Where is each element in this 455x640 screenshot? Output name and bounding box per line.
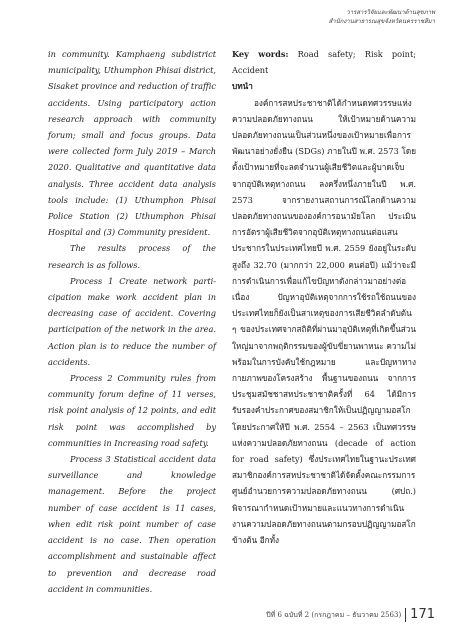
keywords-label: Key words: [232, 49, 289, 59]
journal-publisher: สำนักงานสาธารณสุขจังหวัดนครราชสีมา [328, 18, 435, 25]
section-title: บทนำ [232, 81, 253, 92]
issue-info: ปีที่ 6 ฉบับที่ 2 (กรกฎาคม – ธันวาคม 2563) [266, 610, 402, 619]
abstract-paragraph-5: Process 3 Statistical accident data surveillance and knowledge management. Before the project number of case accident is 11 cases, when edit risk point number of case accident is no case. Then operation accomplishment and sustainable affect to prevention and decrease road accident in communities. [48, 454, 216, 594]
page-number: 171 [405, 608, 435, 622]
abstract-paragraph-1: in community. Kamphaeng subdistrict municipality, Uthumphon Phisai district, Sisaket province and reduction of traffic accidents. Using participatory action research approach with community forum; small and focus groups. Data were collected form July 2019 – March 2020. Qualitative and quantitative data analysis. Three accident data analysis tools include: (1) Uthumphon Phisai Police Station (2) Uthumphon Phisai Hospital and (3) Community president. [48, 49, 216, 238]
page-footer [266, 608, 435, 622]
intro-paragraph: องค์การสหประชาชาติได้กำหนดทศวรรษแห่งความปลอดภัยทางถนน ให้เป้าหมายด้านความปลอดภัยทางถนนเป็นส่วนหนึ่งของเป้าหมายเพื่อการพัฒนาอย่างยั่งยืน (SDGs) ภายในปี พ.ศ. 2573 โดยตั้งเป้าหมายที่จะลดจำนวนผู้เสียชีวิตและผู้บาดเจ็บจากอุบัติเหตุทางถนน ลงครึ่งหนึ่งภายในปี พ.ศ. 2573 จากรายงานสถานการณ์โลกด้านความปลอดภัยทางถนนขององค์การอนามัยโลก ประเมินการอัตราผู้เสียชีวิตจากอุบัติเหตุทางถนนต่อแสนประชากรในประเทศไทยปี พ.ศ. 2559 ยังอยู่ในระดับสูงถึง 32.70 (มากกว่า 22,000 คนต่อปี) แม้ว่าจะมีการดำเนินการเพื่อแก้ไขปัญหาดังกล่าวมาอย่างต่อเนื่อง ปัญหาอุบัติเหตุจากการใช้รถใช้ถนนของประเทศไทยก็ยังเป็นสาเหตุของการเสียชีวิตลำดับต้น ๆ ของประเทศจากสถิติที่ผ่านมาอุบัติเหตุที่เกิดขึ้นส่วนใหญ่มาจากพฤติกรรมของผู้ขับขี่ยานพาหนะ ความไม่พร้อมในการบังคับใช้กฎหมาย และปัญหาทางกายภาพของโครงสร้าง พื้นฐานของถนน จากการประชุมสมัชชาสหประชาชาติครั้งที่ 64 ได้มีการรับรองคำประกาศของสมาชิกให้เป็นปฏิญญามอสโก โดยประกาศให้ปี พ.ศ. 2554 – 2563 เป็นทศวรรษแห่งความปลอดภัยทางถนน (decade of action for road safety) ซึ่งประเทศไทยในฐานะประเทศสมาชิกองค์การสหประชาชาติได้จัดตั้งคณะกรรมการศูนย์อำนวยการความปลอดภัยทางถนน (ศปถ.) พิจารณากำหนดเป้าหมายและแนวทางการดำเนินงานความปลอดภัยทางถนนตามกรอบปฏิญญามอสโกข้างต้น อีกทั้ง [232, 97, 416, 546]
abstract-paragraph-4: Process 2 Community rules from community forum define of 11 verses, risk point analysis of 12 points, and edit risk point was accomplished by communities in Increasing road safety. [48, 373, 216, 448]
running-header [329, 8, 435, 26]
keywords [232, 46, 416, 78]
abstract-paragraph-2: The results process of the research is as follows. [48, 243, 216, 270]
journal-title: วารสารวิจัยและพัฒนาด้านสุขภาพ [346, 9, 435, 16]
keywords-text: Road safety; Risk point; Accident [232, 49, 416, 76]
left-column [48, 46, 216, 597]
right-column [232, 46, 416, 548]
abstract-paragraph-3: Process 1 Create network parti-cipation make work accident plan in decreasing case of accident. Covering participation of the network in the area. Action plan is to reduce the number of accidents. [48, 275, 216, 367]
